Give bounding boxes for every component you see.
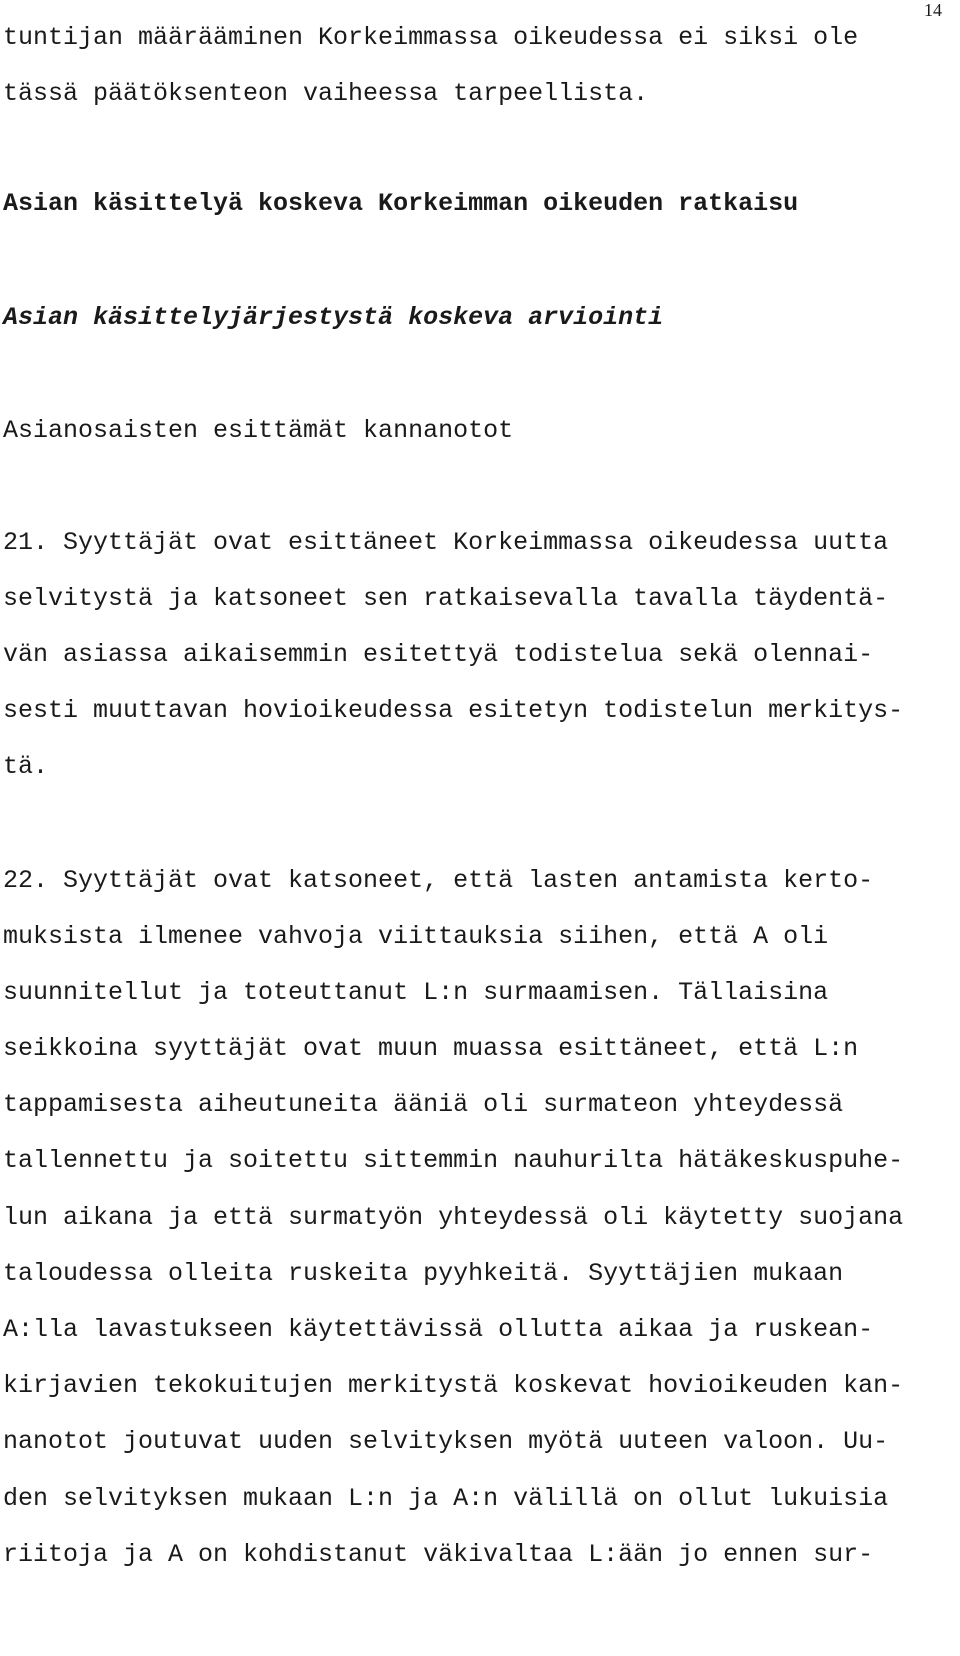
continuation-line: tuntijan määrääminen Korkeimmassa oikeudessa ei siksi ole: [3, 23, 859, 52]
paragraph-line: tallennettu ja soitettu sittemmin nauhurilta hätäkeskuspuhe-: [3, 1146, 904, 1175]
paragraph-line: 21. Syyttäjät ovat esittäneet Korkeimmassa oikeudessa uutta: [3, 528, 889, 557]
paragraph-line: 22. Syyttäjät ovat katsoneet, että lasten antamista kerto-: [3, 866, 874, 895]
paragraph-line: riitoja ja A on kohdistanut väkivaltaa L:ään jo ennen sur-: [3, 1540, 874, 1569]
section-heading: Asian käsittelyä koskeva Korkeimman oikeuden ratkaisu: [3, 189, 799, 218]
paragraph-line: muksista ilmenee vahvoja viittauksia siihen, että A oli: [3, 922, 829, 951]
subheading-plain: Asianosaisten esittämät kannanotot: [3, 416, 514, 445]
paragraph-line: taloudessa olleita ruskeita pyyhkeitä. Syyttäjien mukaan: [3, 1259, 844, 1288]
paragraph-line: seikkoina syyttäjät ovat muun muassa esittäneet, että L:n: [3, 1034, 859, 1063]
paragraph-line: tappamisesta aiheutuneita ääniä oli surmateon yhteydessä: [3, 1090, 844, 1119]
continuation-line: tässä päätöksenteon vaiheessa tarpeellista.: [3, 79, 649, 108]
paragraph-line: nanotot joutuvat uuden selvityksen myötä uuteen valoon. Uu-: [3, 1427, 889, 1456]
paragraph-line: vän asiassa aikaisemmin esitettyä todistelua sekä olennai-: [3, 640, 874, 669]
page-number: 14: [924, 0, 942, 20]
paragraph-line: lun aikana ja että surmatyön yhteydessä oli käytetty suojana: [3, 1203, 904, 1232]
paragraph-line: selvitystä ja katsoneet sen ratkaisevalla tavalla täydentä-: [3, 584, 889, 613]
paragraph-line: suunnitellut ja toteuttanut L:n surmaamisen. Tällaisina: [3, 978, 829, 1007]
paragraph-line: A:lla lavastukseen käytettävissä ollutta aikaa ja ruskean-: [3, 1315, 874, 1344]
paragraph-line: tä.: [3, 752, 49, 781]
paragraph-line: den selvityksen mukaan L:n ja A:n välillä on ollut lukuisia: [3, 1484, 889, 1513]
paragraph-line: sesti muuttavan hovioikeudessa esitetyn todistelun merkitys-: [3, 696, 904, 725]
paragraph-line: kirjavien tekokuitujen merkitystä koskevat hovioikeuden kan-: [3, 1371, 904, 1400]
subheading-italic: Asian käsittelyjärjestystä koskeva arviointi: [3, 303, 664, 332]
